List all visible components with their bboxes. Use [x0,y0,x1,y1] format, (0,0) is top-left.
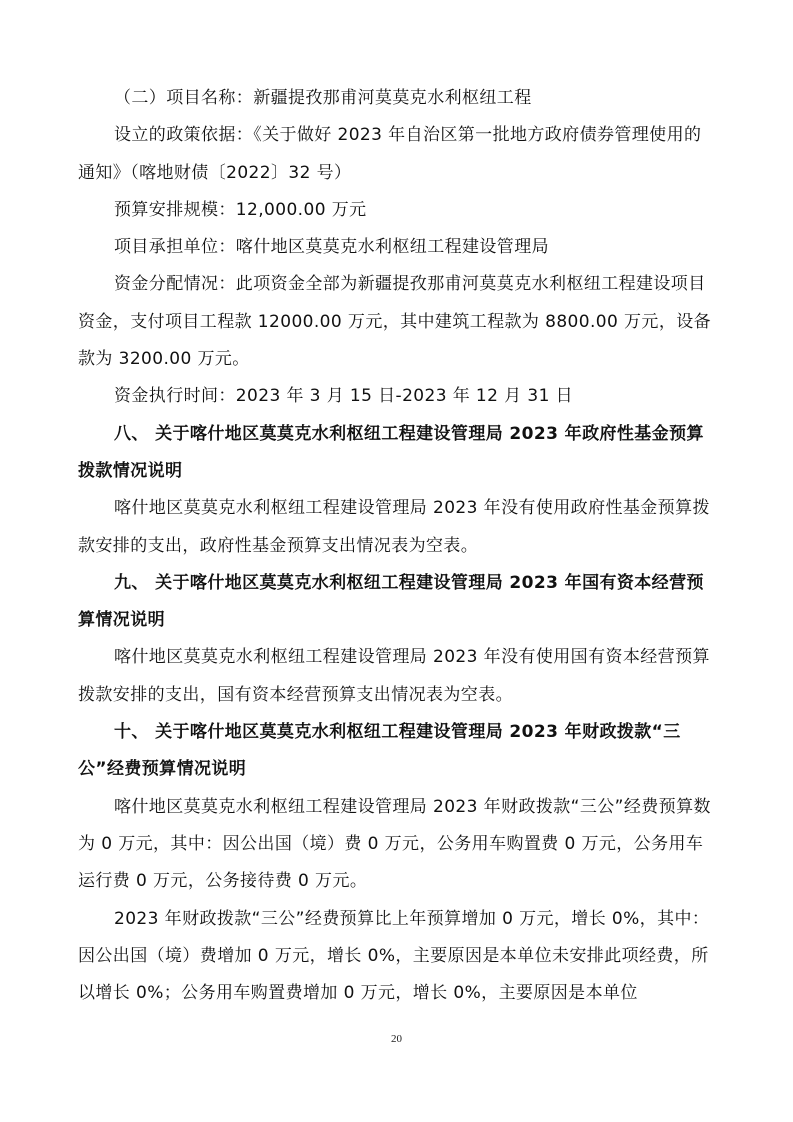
section-10-heading: 十、 关于喀什地区莫莫克水利枢纽工程建设管理局 2023 年财政拨款“三公”经费预算情况说明 [78,722,681,780]
page-number: 20 [391,1033,402,1045]
section-10-body-2: 2023 年财政拨款“三公”经费预算比上年预算增加 0 万元，增长 0%，其中：因公出国（境）费增加 0 万元，增长 0%，主要原因是本单位未安排此项经费，所以增长 0%；公务用车购置费增加 0 万元，增长 0%，主要原因是本单位 [78,908,710,1004]
section-9-heading: 九、 关于喀什地区莫莫克水利枢纽工程建设管理局 2023 年国有资本经营预算情况说明 [78,572,704,631]
section-8-heading: 八、 关于喀什地区莫莫克水利枢纽工程建设管理局 2023 年政府性基金预算拨款情况说明 [78,423,704,481]
section-9-body: 喀什地区莫莫克水利枢纽工程建设管理局 2023 年没有使用国有资本经营预算拨款安排的支出，国有资本经营预算支出情况表为空表。 [78,647,710,705]
section-8-body: 喀什地区莫莫克水利枢纽工程建设管理局 2023 年没有使用政府性基金预算拨款安排的支出，政府性基金预算支出情况表为空表。 [78,498,710,556]
document-body [78,80,718,1012]
paragraph-policy-basis: 设立的政策依据：《关于做好 2023 年自治区第一批地方政府债券管理使用的通知》（喀地财债〔2022〕32 号） [78,125,702,183]
paragraph-project-name: （二）项目名称：新疆提孜那甫河莫莫克水利枢纽工程 [114,88,532,108]
paragraph-undertaking-unit: 项目承担单位：喀什地区莫莫克水利枢纽工程建设管理局 [114,237,549,258]
paragraph-execution-time: 资金执行时间：2023 年 3 月 15 日-2023 年 12 月 31 日 [114,386,574,407]
paragraph-fund-allocation: 资金分配情况：此项资金全部为新疆提孜那甫河莫莫克水利枢纽工程建设项目资金，支付项目工程款 12000.00 万元，其中建筑工程款为 8800.00 万元，设备款为 3200.00 万元。 [78,274,712,370]
section-10-body-1: 喀什地区莫莫克水利枢纽工程建设管理局 2023 年财政拨款“三公”经费预算数为 0 万元，其中：因公出国（境）费 0 万元，公务用车购置费 0 万元，公务用车运行费 0 万元，公务接待费 0 万元。 [78,796,711,892]
paragraph-budget-scale: 预算安排规模：12,000.00 万元 [114,199,367,220]
